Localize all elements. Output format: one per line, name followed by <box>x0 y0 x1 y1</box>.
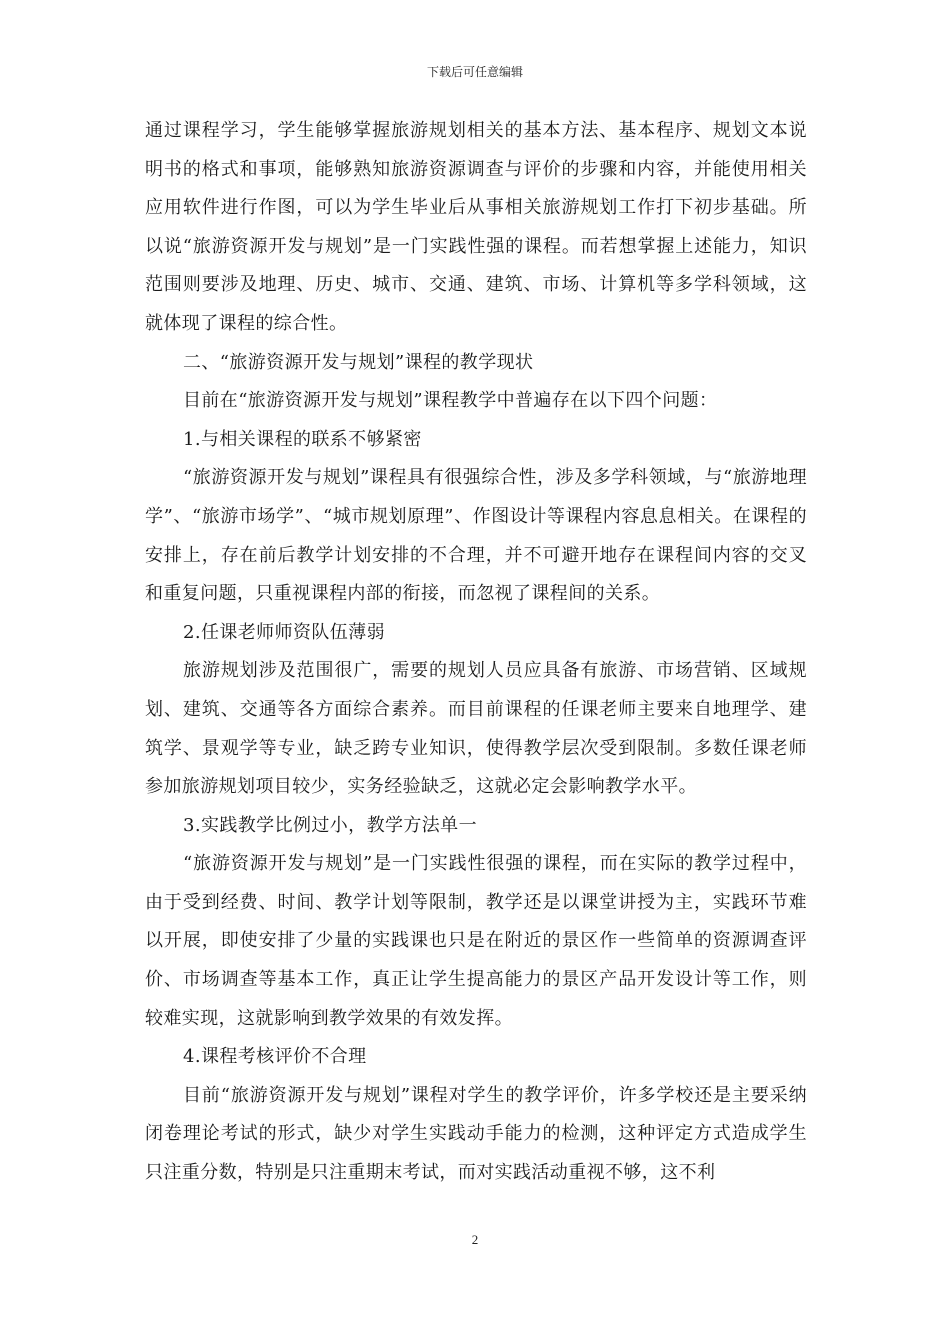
body-paragraph: 目前“旅游资源开发与规划”课程对学生的教学评价，许多学校还是主要采纳闭卷理论考试的形式，缺少对学生实践动手能力的检测，这种评定方式造成学生只注重分数，特别是只注重期末考试，而对实践活动重视不够，这不利 <box>145 1084 807 1184</box>
document-body <box>145 112 807 1193</box>
body-paragraph: 旅游规划涉及范围很广，需要的规划人员应具备有旅游、市场营销、区域规划、建筑、交通等各方面综合素养。而目前课程的任课老师主要来自地理学、建筑学、景观学等专业，缺乏跨专业知识，使得教学层次受到限制。多数任课老师参加旅游规划项目较少，实务经验缺乏，这就必定会影响教学水平。 <box>145 660 807 798</box>
subsection-heading: 1.与相关课程的联系不够紧密 <box>183 428 422 450</box>
subsection-heading: 4.课程考核评价不合理 <box>183 1046 367 1068</box>
subsection-heading: 2.任课老师师资队伍薄弱 <box>183 621 385 643</box>
body-paragraph: 目前在“旅游资源开发与规划”课程教学中普遍存在以下四个问题： <box>183 390 718 412</box>
subsection-heading: 3.实践教学比例过小，教学方法单一 <box>183 814 477 836</box>
body-paragraph: “旅游资源开发与规划”是一门实践性很强的课程，而在实际的教学过程中，由于受到经费、时间、教学计划等限制，教学还是以课堂讲授为主，实践环节难以开展，即使安排了少量的实践课也只是在附近的景区作一些简单的资源调查评价、市场调查等基本工作，真正让学生提高能力的景区产品开发设计等工作，则较难实现，这就影响到教学效果的有效发挥。 <box>145 853 807 1029</box>
body-paragraph: 通过课程学习，学生能够掌握旅游规划相关的基本方法、基本程序、规划文本说明书的格式和事项，能够熟知旅游资源调查与评价的步骤和内容，并能使用相关应用软件进行作图，可以为学生毕业后从事相关旅游规划工作打下初步基础。所以说“旅游资源开发与规划”是一门实践性强的课程。而若想掌握上述能力，知识范围则要涉及地理、历史、城市、交通、建筑、市场、计算机等多学科领域，这就体现了课程的综合性。 <box>145 120 807 334</box>
body-paragraph: “旅游资源开发与规划”课程具有很强综合性，涉及多学科领域，与“旅游地理学”、“旅游市场学”、“城市规划原理”、作图设计等课程内容息息相关。在课程的安排上，存在前后教学计划安排的不合理，并不可避开地存在课程间内容的交叉和重复问题，只重视课程内部的衔接，而忽视了课程间的关系。 <box>145 467 807 605</box>
section-heading: 二、“旅游资源开发与规划”课程的教学现状 <box>183 351 534 373</box>
page-number: 2 <box>471 1232 479 1247</box>
page-header-note: 下载后可任意编辑 <box>426 65 523 79</box>
